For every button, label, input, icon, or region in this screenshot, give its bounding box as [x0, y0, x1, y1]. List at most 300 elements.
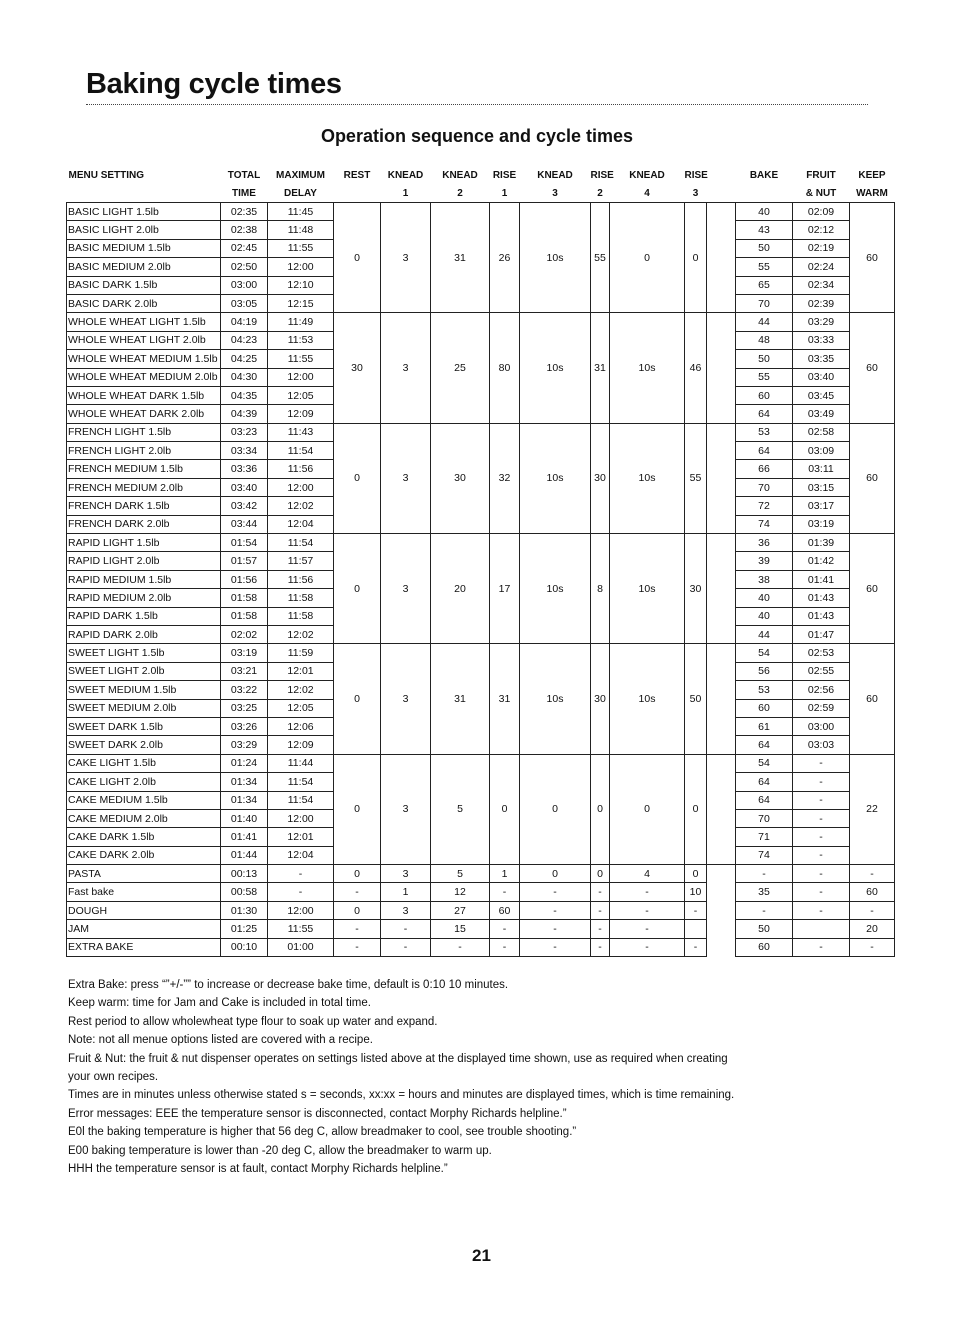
menu-setting-cell: WHOLE WHEAT LIGHT 1.5lb — [67, 313, 221, 331]
rest-cell: - — [334, 920, 381, 938]
fruit-nut-cell: 03:09 — [793, 442, 850, 460]
total-time-cell: 03:00 — [221, 276, 268, 294]
max-delay-cell: 11:56 — [268, 460, 334, 478]
fruit-nut-cell: 02:55 — [793, 662, 850, 680]
knead-1-cell: 1 — [381, 883, 431, 901]
menu-setting-cell: WHOLE WHEAT DARK 2.0lb — [67, 405, 221, 423]
header-menu-setting: MENU SETTING — [68, 169, 145, 181]
rise-2-cell: 0 — [591, 865, 610, 883]
spacer-cell — [707, 368, 736, 386]
menu-setting-cell: BASIC DARK 1.5lb — [67, 276, 221, 294]
total-time-cell: 01:44 — [221, 846, 268, 864]
note-line: HHH the temperature sensor is at fault, contact Morphy Richards helpline.” — [68, 1163, 448, 1176]
bake-cell: 48 — [736, 331, 793, 349]
keep-warm-cell: 60 — [850, 203, 895, 313]
rise-3-cell: 0 — [685, 754, 707, 864]
header-knead-1-num: 1 — [402, 187, 409, 199]
rest-cell: 0 — [334, 423, 381, 533]
total-time-cell: 04:30 — [221, 368, 268, 386]
fruit-nut-cell: 02:09 — [793, 203, 850, 221]
note-line: your own recipes. — [68, 1071, 159, 1084]
max-delay-cell: 11:54 — [268, 442, 334, 460]
menu-setting-cell: FRENCH MEDIUM 1.5lb — [67, 460, 221, 478]
bake-cell: 40 — [736, 203, 793, 221]
table-row — [67, 754, 895, 772]
fruit-nut-cell: - — [793, 791, 850, 809]
note-line: Error messages: EEE the temperature sensor is disconnected, contact Morphy Richards helpline.” — [68, 1107, 567, 1120]
table-header-row-1 — [67, 166, 895, 184]
max-delay-cell: 12:05 — [268, 386, 334, 404]
menu-setting-cell: DOUGH — [67, 901, 221, 919]
knead-4-cell: 10s — [610, 313, 685, 423]
max-delay-cell: 12:00 — [268, 258, 334, 276]
spacer-cell — [707, 552, 736, 570]
max-delay-cell: 12:01 — [268, 662, 334, 680]
knead-4-cell: 0 — [610, 203, 685, 313]
spacer-cell — [707, 497, 736, 515]
knead-2-cell: 20 — [431, 534, 490, 644]
menu-setting-cell: CAKE DARK 2.0lb — [67, 846, 221, 864]
spacer-cell — [707, 534, 736, 552]
fruit-nut-cell: - — [793, 865, 850, 883]
max-delay-cell: 12:06 — [268, 717, 334, 735]
fruit-nut-cell: 03:00 — [793, 717, 850, 735]
rise-2-cell: 8 — [591, 534, 610, 644]
max-delay-cell: 12:09 — [268, 736, 334, 754]
rise-1-cell: 17 — [490, 534, 520, 644]
menu-setting-cell: RAPID DARK 2.0lb — [67, 625, 221, 643]
spacer-cell — [707, 773, 736, 791]
spacer-cell — [707, 681, 736, 699]
spacer-cell — [707, 754, 736, 772]
knead-1-cell: 3 — [381, 313, 431, 423]
knead-2-cell: 12 — [431, 883, 490, 901]
fruit-nut-cell: 03:45 — [793, 386, 850, 404]
menu-setting-cell: SWEET MEDIUM 1.5lb — [67, 681, 221, 699]
rise-3-cell: - — [685, 901, 707, 919]
bake-cell: 44 — [736, 313, 793, 331]
max-delay-cell: 12:02 — [268, 681, 334, 699]
max-delay-cell: 11:53 — [268, 331, 334, 349]
max-delay-cell: 11:43 — [268, 423, 334, 441]
total-time-cell: 02:50 — [221, 258, 268, 276]
header-rise-1: RISE — [492, 169, 517, 181]
spacer-cell — [707, 809, 736, 827]
page-number: 21 — [472, 1246, 491, 1265]
total-time-cell: 03:29 — [221, 736, 268, 754]
rise-1-cell: - — [490, 938, 520, 956]
knead-3-cell: 10s — [520, 644, 591, 754]
note-line: E0l the baking temperature is higher that 56 deg C, allow breadmaker to cool, see trouble shooting.” — [68, 1126, 577, 1139]
fruit-nut-cell: 02:53 — [793, 644, 850, 662]
total-time-cell: 04:19 — [221, 313, 268, 331]
max-delay-cell: 01:00 — [268, 938, 334, 956]
bake-cell: 39 — [736, 552, 793, 570]
fruit-nut-cell: 02:39 — [793, 294, 850, 312]
menu-setting-cell: SWEET LIGHT 1.5lb — [67, 644, 221, 662]
fruit-nut-cell: 01:41 — [793, 570, 850, 588]
max-delay-cell: 12:00 — [268, 809, 334, 827]
keep-warm-cell: 60 — [850, 423, 895, 533]
rise-3-cell — [685, 920, 707, 938]
menu-setting-cell: PASTA — [67, 865, 221, 883]
total-time-cell: 02:35 — [221, 203, 268, 221]
knead-2-cell: 25 — [431, 313, 490, 423]
bake-cell: 64 — [736, 736, 793, 754]
header-rise-1-num: 1 — [501, 187, 508, 199]
fruit-nut-cell: - — [793, 846, 850, 864]
rest-cell: - — [334, 938, 381, 956]
header-rest: REST — [343, 169, 371, 181]
bake-cell: 53 — [736, 423, 793, 441]
table-row — [67, 901, 895, 919]
table-body — [67, 203, 895, 957]
menu-setting-cell: SWEET DARK 1.5lb — [67, 717, 221, 735]
knead-1-cell: 3 — [381, 901, 431, 919]
keep-warm-cell: - — [850, 901, 895, 919]
header-time: TIME — [232, 187, 256, 199]
max-delay-cell: 11:55 — [268, 920, 334, 938]
max-delay-cell: - — [268, 883, 334, 901]
fruit-nut-cell: 03:40 — [793, 368, 850, 386]
rise-2-cell: - — [591, 920, 610, 938]
max-delay-cell: 12:02 — [268, 497, 334, 515]
knead-4-cell: 10s — [610, 534, 685, 644]
total-time-cell: 03:19 — [221, 644, 268, 662]
knead-4-cell: - — [610, 938, 685, 956]
menu-setting-cell: CAKE MEDIUM 1.5lb — [67, 791, 221, 809]
max-delay-cell: 11:57 — [268, 552, 334, 570]
menu-setting-cell: RAPID LIGHT 2.0lb — [67, 552, 221, 570]
rise-3-cell: - — [685, 938, 707, 956]
total-time-cell: 01:56 — [221, 570, 268, 588]
fruit-nut-cell: 01:43 — [793, 607, 850, 625]
rise-3-cell: 0 — [685, 865, 707, 883]
bake-cell: 61 — [736, 717, 793, 735]
spacer-cell — [707, 828, 736, 846]
menu-setting-cell: WHOLE WHEAT MEDIUM 2.0lb — [67, 368, 221, 386]
knead-4-cell: 10s — [610, 423, 685, 533]
total-time-cell: 02:45 — [221, 239, 268, 257]
table-row — [67, 313, 895, 331]
max-delay-cell: 12:15 — [268, 294, 334, 312]
fruit-nut-cell: 02:12 — [793, 221, 850, 239]
rise-3-cell: 50 — [685, 644, 707, 754]
bake-cell: 72 — [736, 497, 793, 515]
bake-cell: 38 — [736, 570, 793, 588]
rise-1-cell: 32 — [490, 423, 520, 533]
spacer-cell — [707, 350, 736, 368]
max-delay-cell: 11:58 — [268, 607, 334, 625]
menu-setting-cell: CAKE MEDIUM 2.0lb — [67, 809, 221, 827]
fruit-nut-cell: - — [793, 809, 850, 827]
rise-2-cell: 30 — [591, 423, 610, 533]
max-delay-cell: 12:00 — [268, 368, 334, 386]
rise-1-cell: 80 — [490, 313, 520, 423]
note-line: Rest period to allow wholewheat type flour to soak up water and expand. — [68, 1015, 438, 1028]
header-delay: DELAY — [284, 187, 317, 199]
max-delay-cell: 11:48 — [268, 221, 334, 239]
header-knead-2: KNEAD — [442, 169, 478, 181]
spacer-cell — [707, 442, 736, 460]
total-time-cell: 01:30 — [221, 901, 268, 919]
spacer-cell — [707, 203, 736, 221]
spacer-cell — [707, 625, 736, 643]
menu-setting-cell: JAM — [67, 920, 221, 938]
rise-1-cell: - — [490, 920, 520, 938]
page-title: Baking cycle times — [86, 68, 342, 100]
note-line: E00 baking temperature is lower than -20 deg C, allow the breadmaker to warm up. — [68, 1144, 492, 1157]
spacer-cell — [707, 405, 736, 423]
menu-setting-cell: FRENCH LIGHT 2.0lb — [67, 442, 221, 460]
total-time-cell: 02:02 — [221, 625, 268, 643]
max-delay-cell: 11:59 — [268, 644, 334, 662]
fruit-nut-cell: 03:17 — [793, 497, 850, 515]
max-delay-cell: 12:04 — [268, 515, 334, 533]
table-row — [67, 644, 895, 662]
knead-2-cell: 27 — [431, 901, 490, 919]
bake-cell: 70 — [736, 478, 793, 496]
menu-setting-cell: BASIC MEDIUM 2.0lb — [67, 258, 221, 276]
note-line: Extra Bake: press “”+/-”” to increase or decrease bake time, default is 0:10 10 minutes. — [68, 979, 509, 991]
knead-4-cell: 0 — [610, 754, 685, 864]
max-delay-cell: 12:04 — [268, 846, 334, 864]
header-rise-3: RISE — [684, 169, 708, 181]
max-delay-cell: 11:45 — [268, 203, 334, 221]
spacer-cell — [707, 313, 736, 331]
fruit-nut-cell: - — [793, 828, 850, 846]
spacer-cell — [707, 736, 736, 754]
table-row — [67, 920, 895, 938]
knead-2-cell: 5 — [431, 865, 490, 883]
total-time-cell: 04:39 — [221, 405, 268, 423]
menu-setting-cell: RAPID LIGHT 1.5lb — [67, 534, 221, 552]
fruit-nut-cell: - — [793, 883, 850, 901]
max-delay-cell: 11:44 — [268, 754, 334, 772]
bake-cell: - — [736, 901, 793, 919]
table-header-row-2 — [67, 184, 895, 203]
header-bake-2 — [736, 184, 793, 203]
menu-setting-cell: WHOLE WHEAT LIGHT 2.0lb — [67, 331, 221, 349]
max-delay-cell: 11:55 — [268, 350, 334, 368]
notes-section — [68, 976, 848, 1178]
fruit-nut-cell: 01:47 — [793, 625, 850, 643]
rest-cell: 30 — [334, 313, 381, 423]
note-line: Note: not all menue options listed are covered with a recipe. — [68, 1034, 373, 1047]
total-time-cell: 01:58 — [221, 589, 268, 607]
menu-setting-cell: FRENCH DARK 1.5lb — [67, 497, 221, 515]
max-delay-cell: 12:02 — [268, 625, 334, 643]
total-time-cell: 01:34 — [221, 791, 268, 809]
bake-cell: 60 — [736, 699, 793, 717]
rest-cell: 0 — [334, 534, 381, 644]
spacer-cell — [707, 883, 736, 901]
keep-warm-cell: 60 — [850, 313, 895, 423]
rise-3-cell: 55 — [685, 423, 707, 533]
knead-4-cell: - — [610, 883, 685, 901]
max-delay-cell: 12:00 — [268, 901, 334, 919]
bake-cell: 74 — [736, 515, 793, 533]
menu-setting-cell: RAPID MEDIUM 1.5lb — [67, 570, 221, 588]
knead-3-cell: 10s — [520, 423, 591, 533]
total-time-cell: 04:35 — [221, 386, 268, 404]
max-delay-cell: 11:58 — [268, 589, 334, 607]
bake-cell: 64 — [736, 442, 793, 460]
knead-3-cell: 0 — [520, 754, 591, 864]
menu-setting-cell: RAPID MEDIUM 2.0lb — [67, 589, 221, 607]
note-line: Times are in minutes unless otherwise stated s = seconds, xx:xx = hours and minutes are displayed times, which is time remaining. — [68, 1089, 735, 1102]
menu-setting-cell: BASIC MEDIUM 1.5lb — [67, 239, 221, 257]
rise-2-cell: 55 — [591, 203, 610, 313]
menu-setting-cell: WHOLE WHEAT MEDIUM 1.5lb — [67, 350, 221, 368]
header-total: TOTAL — [227, 169, 261, 181]
max-delay-cell: 12:05 — [268, 699, 334, 717]
spacer-cell — [707, 644, 736, 662]
rise-2-cell: - — [591, 901, 610, 919]
max-delay-cell: 11:49 — [268, 313, 334, 331]
spacer-cell — [707, 423, 736, 441]
header-knead-4: KNEAD — [629, 169, 665, 181]
total-time-cell: 03:25 — [221, 699, 268, 717]
total-time-cell: 03:44 — [221, 515, 268, 533]
spacer-cell — [707, 515, 736, 533]
fruit-nut-cell: 01:39 — [793, 534, 850, 552]
menu-setting-cell: Fast bake — [67, 883, 221, 901]
total-time-cell: 03:40 — [221, 478, 268, 496]
spacer-cell — [707, 865, 736, 883]
knead-1-cell: - — [381, 938, 431, 956]
total-time-cell: 01:24 — [221, 754, 268, 772]
menu-setting-cell: EXTRA BAKE — [67, 938, 221, 956]
bake-cell: 55 — [736, 258, 793, 276]
header-knead-4-num: 4 — [644, 187, 650, 199]
knead-3-cell: - — [520, 901, 591, 919]
fruit-nut-cell: 03:29 — [793, 313, 850, 331]
bake-cell: 40 — [736, 589, 793, 607]
total-time-cell: 01:41 — [221, 828, 268, 846]
knead-2-cell: - — [431, 938, 490, 956]
rise-2-cell: 30 — [591, 644, 610, 754]
spacer-cell — [707, 901, 736, 919]
spacer-cell — [707, 221, 736, 239]
knead-3-cell: - — [520, 883, 591, 901]
menu-setting-cell: SWEET DARK 2.0lb — [67, 736, 221, 754]
max-delay-cell: 12:01 — [268, 828, 334, 846]
rise-1-cell: 60 — [490, 901, 520, 919]
header-maximum: MAXIMUM — [276, 169, 325, 181]
fruit-nut-cell: 02:58 — [793, 423, 850, 441]
spacer-cell — [707, 294, 736, 312]
table-row — [67, 423, 895, 441]
keep-warm-cell: 22 — [850, 754, 895, 864]
bake-cell: 35 — [736, 883, 793, 901]
menu-setting-cell: BASIC DARK 2.0lb — [67, 294, 221, 312]
total-time-cell: 03:23 — [221, 423, 268, 441]
fruit-nut-cell: 03:19 — [793, 515, 850, 533]
keep-warm-cell: 60 — [850, 883, 895, 901]
title-divider — [86, 104, 868, 105]
rest-cell: 0 — [334, 203, 381, 313]
header-nut: & NUT — [805, 187, 837, 199]
spacer-cell — [707, 791, 736, 809]
knead-1-cell: 3 — [381, 203, 431, 313]
bake-cell: 71 — [736, 828, 793, 846]
menu-setting-cell: BASIC LIGHT 2.0lb — [67, 221, 221, 239]
rise-1-cell: 31 — [490, 644, 520, 754]
spacer-cell — [707, 478, 736, 496]
menu-setting-cell: CAKE DARK 1.5lb — [67, 828, 221, 846]
rise-2-cell: 31 — [591, 313, 610, 423]
total-time-cell: 01:25 — [221, 920, 268, 938]
spacer-cell — [707, 589, 736, 607]
table-row — [67, 203, 895, 221]
fruit-nut-cell: 02:19 — [793, 239, 850, 257]
keep-warm-cell: 60 — [850, 534, 895, 644]
bake-cell: 36 — [736, 534, 793, 552]
keep-warm-cell: - — [850, 938, 895, 956]
header-knead-1: KNEAD — [387, 169, 424, 181]
bake-cell: 50 — [736, 920, 793, 938]
rise-2-cell: - — [591, 883, 610, 901]
spacer-cell — [707, 920, 736, 938]
header-rise-2-num: 2 — [597, 187, 603, 199]
bake-cell: 54 — [736, 754, 793, 772]
bake-cell: 56 — [736, 662, 793, 680]
header-rest-2 — [334, 184, 381, 203]
rest-cell: 0 — [334, 644, 381, 754]
max-delay-cell: 11:55 — [268, 239, 334, 257]
total-time-cell: 00:58 — [221, 883, 268, 901]
fruit-nut-cell: 02:24 — [793, 258, 850, 276]
rest-cell: 0 — [334, 865, 381, 883]
max-delay-cell: 11:56 — [268, 570, 334, 588]
bake-cell: 70 — [736, 294, 793, 312]
total-time-cell: 00:13 — [221, 865, 268, 883]
total-time-cell: 04:23 — [221, 331, 268, 349]
total-time-cell: 03:22 — [221, 681, 268, 699]
total-time-cell: 03:26 — [221, 717, 268, 735]
total-time-cell: 04:25 — [221, 350, 268, 368]
bake-cell: 65 — [736, 276, 793, 294]
knead-1-cell: - — [381, 920, 431, 938]
rise-2-cell: - — [591, 938, 610, 956]
rise-1-cell: 1 — [490, 865, 520, 883]
bake-cell: 50 — [736, 350, 793, 368]
note-line: Fruit & Nut: the fruit & nut dispenser operates on settings listed above at the displayed time shown, use as required when creating — [68, 1052, 728, 1065]
table-row — [67, 534, 895, 552]
knead-3-cell: 0 — [520, 865, 591, 883]
header-bake: BAKE — [749, 169, 779, 181]
bake-cell: 44 — [736, 625, 793, 643]
spacer-cell — [707, 460, 736, 478]
fruit-nut-cell: 02:59 — [793, 699, 850, 717]
knead-2-cell: 5 — [431, 754, 490, 864]
header-knead-2-num: 2 — [457, 187, 463, 199]
rise-1-cell: 0 — [490, 754, 520, 864]
menu-setting-cell: FRENCH MEDIUM 2.0lb — [67, 478, 221, 496]
rise-3-cell: 10 — [685, 883, 707, 901]
bake-cell: - — [736, 865, 793, 883]
spacer-cell — [707, 662, 736, 680]
fruit-nut-cell: 01:43 — [793, 589, 850, 607]
bake-cell: 64 — [736, 791, 793, 809]
total-time-cell: 00:10 — [221, 938, 268, 956]
header-spacer — [707, 166, 736, 184]
note-line: Keep warm: time for Jam and Cake is included in total time. — [68, 997, 371, 1010]
menu-setting-cell: BASIC LIGHT 1.5lb — [67, 203, 221, 221]
knead-2-cell: 31 — [431, 644, 490, 754]
bake-cell: 53 — [736, 681, 793, 699]
